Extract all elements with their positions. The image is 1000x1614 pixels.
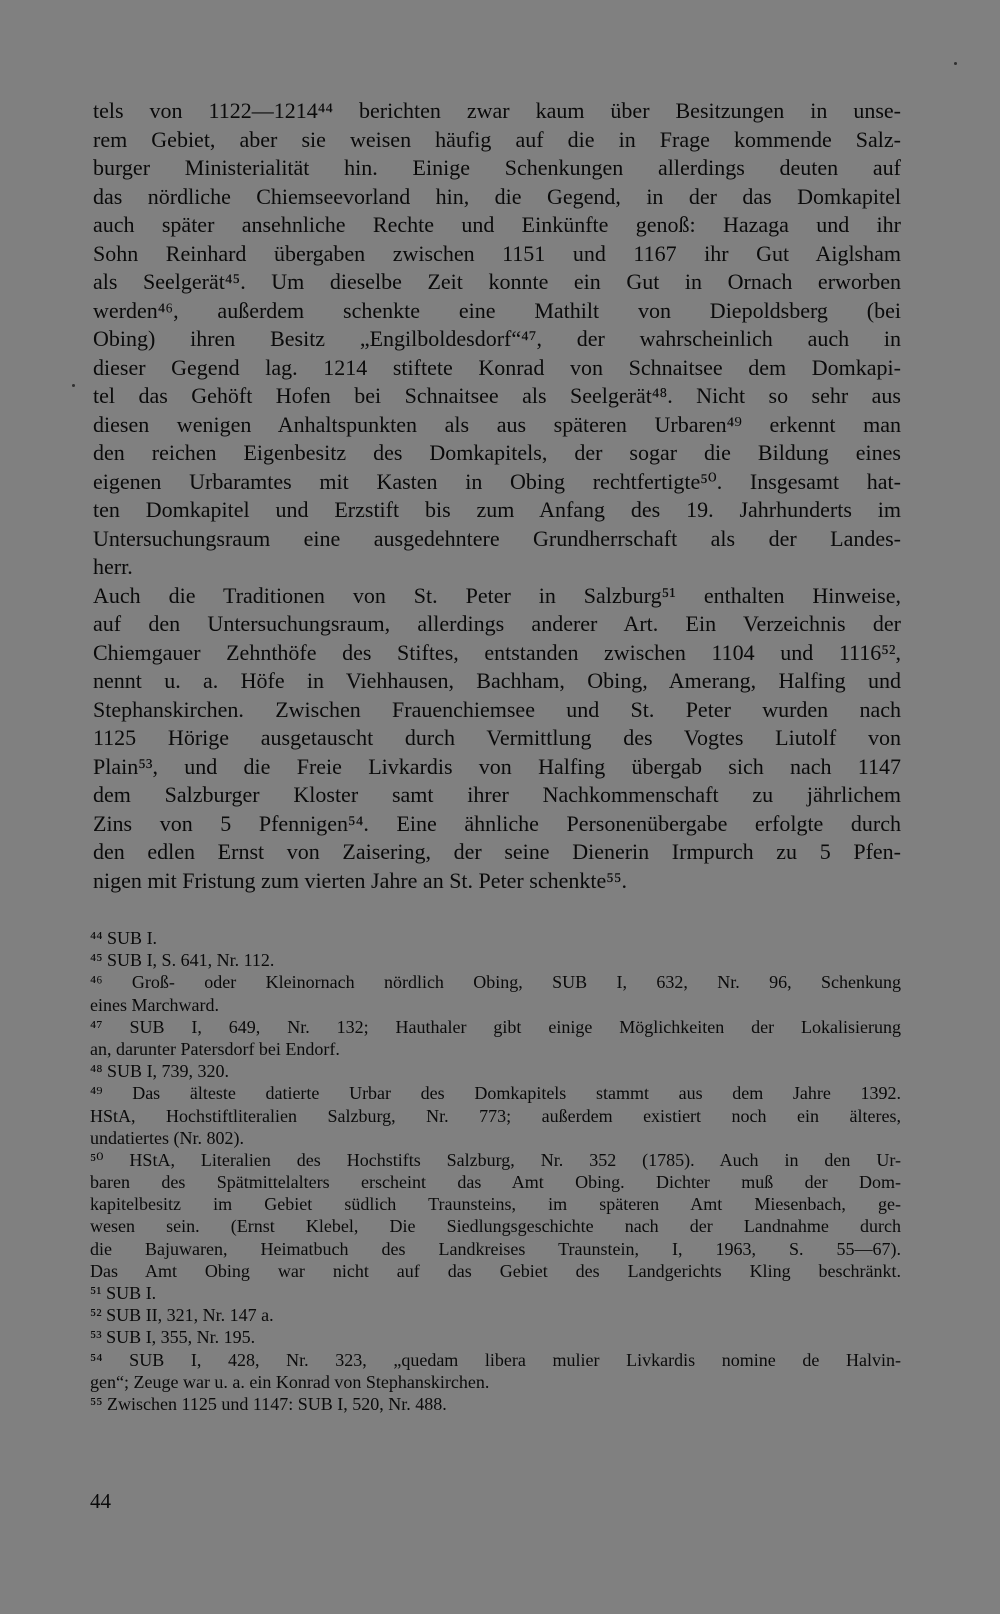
footnote-line: die Bajuwaren, Heimatbuch des Landkreises Traunstein, I, 1963, S. 55—67). (90, 1238, 901, 1259)
body-text (93, 97, 901, 895)
body-line: als Seelgerät⁴⁵. Um dieselbe Zeit konnte ein Gut in Ornach erworben (93, 269, 901, 294)
body-line: ten Domkapitel und Erzstift bis zum Anfang des 19. Jahrhunderts im (93, 497, 901, 522)
body-line: werden⁴⁶, außerdem schenkte eine Mathilt von Diepoldsberg (bei (93, 297, 901, 323)
footnote-line: eines Marchward. (90, 994, 219, 1015)
footnote-line: undatiertes (Nr. 802). (90, 1127, 244, 1148)
footnote-line: wesen sein. (Ernst Klebel, Die Siedlungsgeschichte nach der Landnahme durch (90, 1216, 901, 1237)
body-line: auch später ansehnliche Rechte und Einkünfte genoß: Hazaga und ihr (93, 212, 901, 237)
body-line: eigenen Urbaramtes mit Kasten in Obing rechtfertigte⁵⁰. Insgesamt hat- (93, 468, 901, 494)
footnote-line: gen“; Zeuge war u. a. ein Konrad von Stephanskirchen. (90, 1371, 490, 1392)
page-number: 44 (90, 1489, 111, 1513)
body-line: burger Ministerialität hin. Einige Schenkungen allerdings deuten auf (93, 155, 901, 180)
body-line: Stephanskirchen. Zwischen Frauenchiemsee und St. Peter wurden nach (93, 696, 901, 722)
footnote-line: ⁵³ SUB I, 355, Nr. 195. (90, 1327, 256, 1348)
footnote-line: ⁴⁸ SUB I, 739, 320. (90, 1061, 230, 1082)
footnote-line: HStA, Hochstiftliteralien Salzburg, Nr. 773; außerdem existiert noch ein älteres, (90, 1105, 901, 1126)
footnote-line: ⁵¹ SUB I. (90, 1283, 157, 1303)
footnote-line: kapitelbesitz im Gebiet südlich Traunsteins, im späteren Amt Miesenbach, ge- (90, 1194, 901, 1215)
footnote-line: ⁵⁵ Zwischen 1125 und 1147: SUB I, 520, Nr. 488. (90, 1393, 447, 1414)
body-line: Untersuchungsraum eine ausgedehntere Grundherrschaft als der Landes- (93, 525, 901, 551)
body-line: den reichen Eigenbesitz des Domkapitels, der sogar die Bildung eines (93, 440, 901, 465)
body-line: das nördliche Chiemseevorland hin, die Gegend, in der das Domkapitel (93, 183, 901, 209)
footnote-line: ⁵⁴ SUB I, 428, Nr. 323, „quedam libera mulier Livkardis nomine de Halvin- (90, 1349, 901, 1370)
body-line: den edlen Ernst von Zaisering, der seine Dienerin Irmpurch zu 5 Pfen- (93, 839, 901, 864)
body-line: Obing) ihren Besitz „Engilboldesdorf“⁴⁷, der wahrscheinlich auch in (93, 326, 901, 351)
footnote-line: ⁵² SUB II, 321, Nr. 147 a. (90, 1305, 274, 1326)
body-line: dem Salzburger Kloster samt ihrer Nachkommenschaft zu jährlichem (93, 782, 901, 807)
body-line: Zins von 5 Pfennigen⁵⁴. Eine ähnliche Personenübergabe erfolgte durch (93, 810, 901, 836)
footnote-line: baren des Spätmittelalters erscheint das Amt Obing. Dichter muß der Dom- (90, 1172, 901, 1193)
body-line: herr. (93, 554, 133, 579)
body-line: auf den Untersuchungsraum, allerdings anderer Art. Ein Verzeichnis der (93, 611, 901, 636)
body-line: dieser Gegend lag. 1214 stiftete Konrad von Schnaitsee dem Domkapi- (93, 354, 901, 380)
body-line: tel das Gehöft Hofen bei Schnaitsee als Seelgerät⁴⁸. Nicht so sehr aus (93, 383, 901, 408)
scan-speck (954, 62, 957, 65)
body-line: diesen wenigen Anhaltspunkten als aus späteren Urbaren⁴⁹ erkennt man (93, 411, 901, 437)
body-line: Sohn Reinhard übergaben zwischen 1151 und 1167 ihr Gut Aiglsham (93, 240, 901, 266)
body-line: Chiemgauer Zehnthöfe des Stiftes, entstanden zwischen 1104 und 1116⁵², (93, 639, 901, 665)
footnote-line: ⁴⁹ Das älteste datierte Urbar des Domkapitels stammt aus dem Jahre 1392. (90, 1083, 901, 1104)
footnote-line: ⁴⁷ SUB I, 649, Nr. 132; Hauthaler gibt einige Möglichkeiten der Lokalisierung (90, 1016, 901, 1037)
footnote-line: Das Amt Obing war nicht auf das Gebiet des Landgerichts Kling beschränkt. (90, 1260, 901, 1281)
body-line: 1125 Hörige ausgetauscht durch Vermittlung des Vogtes Liutolf von (93, 725, 901, 750)
body-line: Plain⁵³, und die Freie Livkardis von Halfing übergab sich nach 1147 (93, 753, 901, 779)
body-line: tels von 1122—1214⁴⁴ berichten zwar kaum über Besitzungen in unse- (93, 98, 901, 123)
footnotes (90, 927, 901, 1415)
body-line: rem Gebiet, aber sie weisen häufig auf die in Frage kommende Salz- (93, 126, 901, 152)
footnote-line: ⁵⁰ HStA, Literalien des Hochstifts Salzburg, Nr. 352 (1785). Auch in den Ur- (90, 1149, 901, 1170)
scan-speck (72, 384, 75, 387)
body-line: nigen mit Fristung zum vierten Jahre an St. Peter schenkte⁵⁵. (93, 867, 628, 893)
footnote-line: ⁴⁶ Groß- oder Kleinornach nördlich Obing, SUB I, 632, Nr. 96, Schenkung (90, 972, 901, 993)
body-line: Auch die Traditionen von St. Peter in Salzburg⁵¹ enthalten Hinweise, (93, 582, 901, 608)
footnote-line: ⁴⁵ SUB I, S. 641, Nr. 112. (90, 950, 275, 971)
footnote-line: ⁴⁴ SUB I. (90, 928, 158, 948)
footnote-line: an, darunter Patersdorf bei Endorf. (90, 1038, 340, 1059)
body-line: nennt u. a. Höfe in Viehhausen, Bachham, Obing, Amerang, Halfing und (93, 668, 901, 693)
